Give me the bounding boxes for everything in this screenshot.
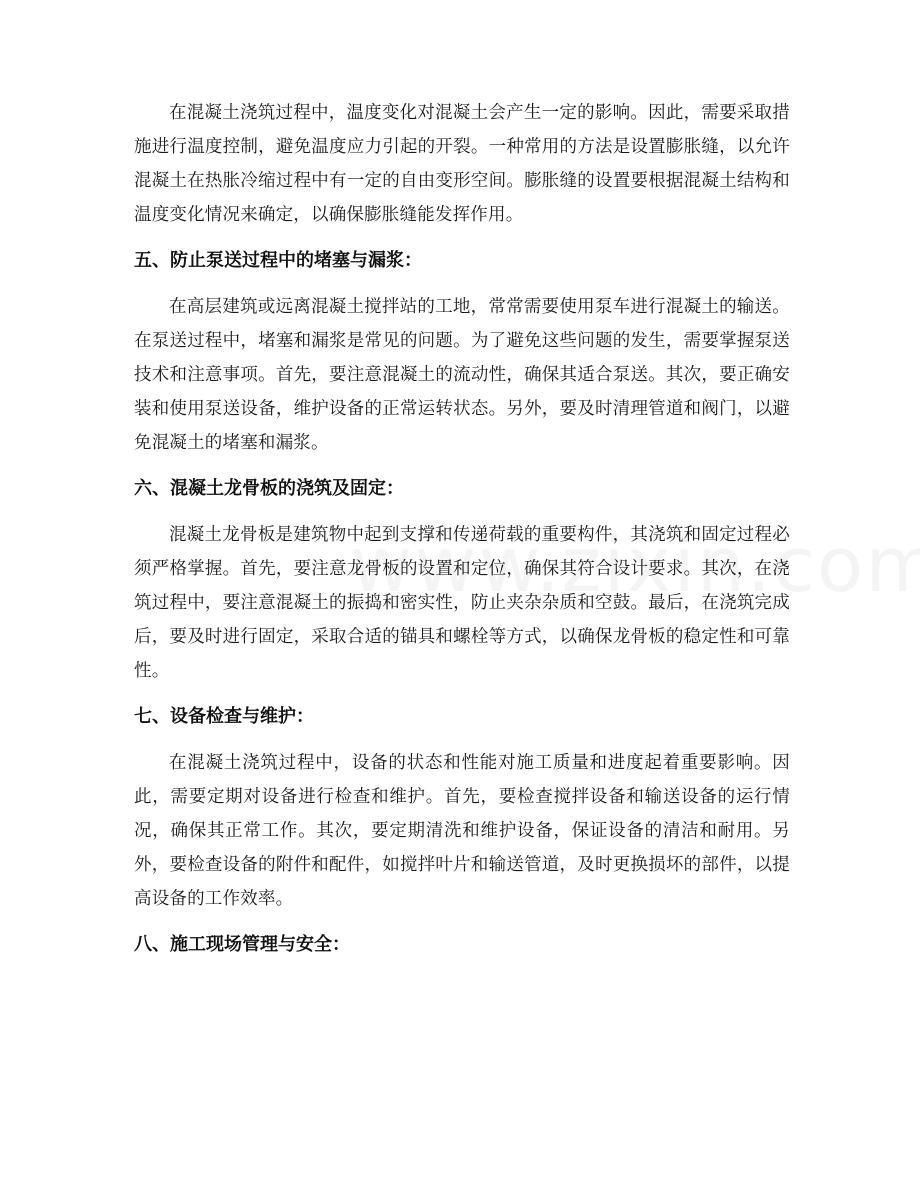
paragraph-pumping: 在高层建筑或远离混凝土搅拌站的工地，常常需要使用泵车进行混凝土的输送。在泵送过程中，堵塞和漏浆是常见的问题。为了避免这些问题的发生，需要掌握泵送技术和注意事项。首先，要注意混凝土的流动性，确保其适合泵送。其次，要正确安装和使用泵送设备，维护设备的正常运转状态。另外，要及时清理管道和阀门，以避免混凝土的堵塞和漏浆。 (134, 297, 790, 453)
section-heading-5: 五、防止泵送过程中的堵塞与漏浆： (134, 250, 422, 271)
section-heading-8: 八、施工现场管理与安全： (134, 934, 350, 955)
paragraph-temperature-control: 在混凝土浇筑过程中，温度变化对混凝土会产生一定的影响。因此，需要采取措施进行温度控制，避免温度应力引起的开裂。一种常用的方法是设置膨胀缝，以允许混凝土在热胀冷缩过程中有一定的自由变形空间。膨胀缝的设置要根据混凝土结构和温度变化情况来确定，以确保膨胀缝能发挥作用。 (134, 103, 790, 225)
section-heading-6: 六、混凝土龙骨板的浇筑及固定： (134, 478, 404, 499)
paragraph-equipment: 在混凝土浇筑过程中，设备的状态和性能对施工质量和进度起着重要影响。因此，需要定期对设备进行检查和维护。首先，要检查搅拌设备和输送设备的运行情况，确保其正常工作。其次，要定期清洗和维护设备，保证设备的清洁和耐用。另外，要检查设备的附件和配件，如搅拌叶片和输送管道，及时更换损坏的部件，以提高设备的工作效率。 (134, 753, 790, 909)
paragraph-keel-slab: 混凝土龙骨板是建筑物中起到支撑和传递荷载的重要构件，其浇筑和固定过程必须严格掌握。首先，要注意龙骨板的设置和定位，确保其符合设计要求。其次，在浇筑过程中，要注意混凝土的振捣和密实性，防止夹杂杂质和空鼓。最后，在浇筑完成后，要及时进行固定，采取合适的锚具和螺栓等方式，以确保龙骨板的稳定性和可靠性。 (134, 525, 790, 681)
document-body (134, 96, 790, 974)
section-heading-7: 七、设备检查与维护： (134, 706, 314, 727)
